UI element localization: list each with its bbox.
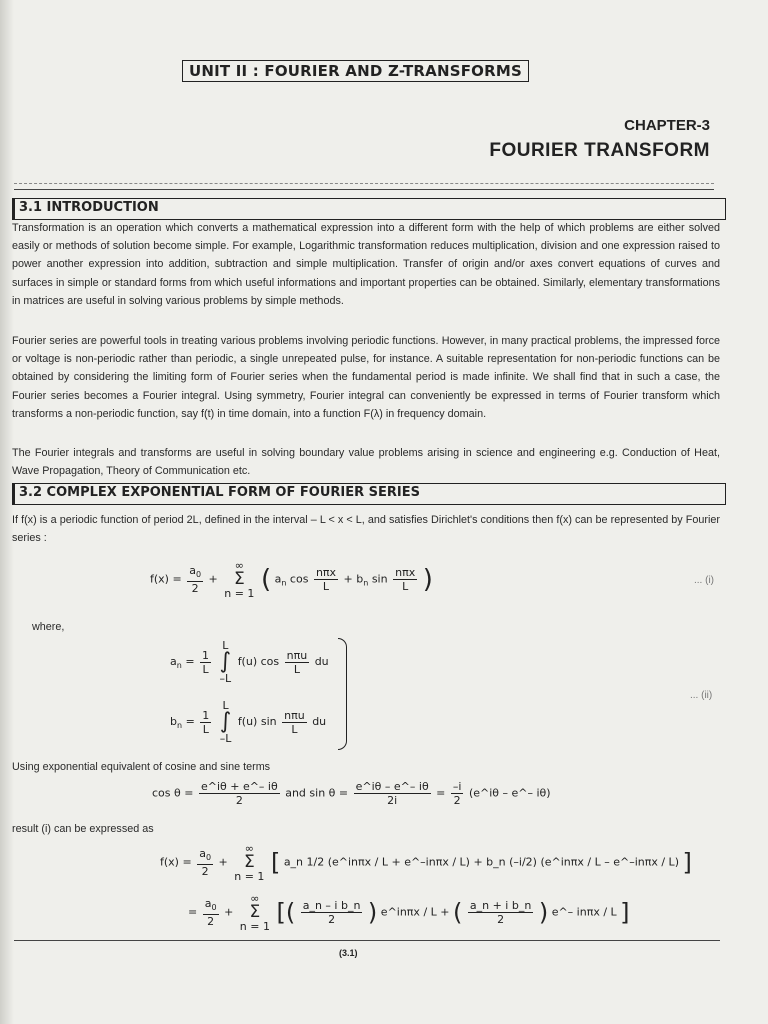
fu-cos: f(u) cos — [237, 655, 280, 668]
num: nπu — [284, 708, 305, 722]
num: 1 — [202, 708, 210, 722]
int-lower: –L — [219, 732, 232, 745]
equation-an — [170, 640, 329, 684]
paragraph: If f(x) is a periodic function of period 2L, defined in the interval – L < x < L, and satisfies Dirichlet's conditions then f(x) can be represented by Fourier series : — [12, 514, 720, 545]
den: 2 — [201, 865, 209, 879]
den: L — [322, 580, 330, 593]
cos-theta: cos θ — [152, 786, 181, 800]
exp-pos: e^inπx / L — [380, 905, 437, 919]
sum-lower: n = 1 — [234, 870, 265, 883]
a0: a — [189, 563, 196, 577]
du: du — [312, 715, 327, 728]
exp-neg: e^– inπx / L — [551, 905, 617, 919]
paragraph: Fourier series are powerful tools in treating various problems involving periodic functions. However, in many practical problems, the impressed force or voltage is non-periodic rather than periodic, a single unrepeated pulse, for instance. A suitable representation for non-periodic functions can be obtained by considering the limiting form of Fourier series when the fundamental period is made infinite. We shall find that in such a case, the Fourier series becomes a Fourier integral. Using symmetry, Fourier integral can conveniently be expressed in terms of Fourier transform which transforms a non-periodic function, say f(t) in time domain, into a function F(λ) in frequency domain. — [12, 335, 720, 420]
den: 2 — [328, 913, 336, 926]
equals: = — [436, 786, 446, 800]
du: du — [314, 655, 329, 668]
equation-result-2: = $\frac{a_0}{2}$ + ∞ Σ n = 1 [( $\frac{\text{a\_n – i b\_n}}{2}$ ) e^inπx / L + ( $\frac{\text{a\_n + i b\_n}}{2}$ ) e^– inπx / L ] — [188, 892, 630, 933]
sum-lower: n = 1 — [224, 587, 255, 600]
an: a — [170, 655, 177, 668]
bracket-body: a_n 1/2 (e^inπx / L + e^–inπx / L) + b_n (–i/2) (e^inπx / L – e^–inπx / L) — [283, 855, 679, 869]
num: e^iθ – e^– iθ — [355, 780, 429, 793]
num: a_n + i b_n — [469, 899, 532, 912]
fx: f(x) — [160, 855, 179, 869]
one-over-L — [200, 649, 211, 676]
equation-euler — [152, 780, 551, 807]
section-title: 3.2 COMPLEX EXPONENTIAL FORM OF FOURIER SERIES — [19, 485, 420, 500]
equation-fourier-series: f(x) = $\frac{a_0}{2}$ + ∞ Σ n = 1 ( $a_n$ cos $\frac{\text{nπx}}{L}$ + $b_n$ sin $\frac{\text{nπx}}{L}$ ) — [150, 559, 433, 600]
num: nπx — [315, 566, 337, 579]
sin: sin — [371, 572, 388, 586]
den: L — [293, 662, 300, 676]
chapter-title: FOURIER TRANSFORM — [489, 140, 710, 161]
cos-frac — [199, 780, 280, 807]
a0: a — [199, 846, 206, 860]
equals: = — [338, 786, 349, 800]
a0-over-2 — [197, 847, 213, 878]
num: –i — [452, 780, 462, 793]
npix-over-L — [393, 566, 417, 593]
summation — [224, 560, 254, 599]
num: a_n – i b_n — [302, 899, 361, 912]
den: L — [202, 722, 209, 736]
right-brace — [338, 638, 347, 750]
sub: n — [176, 721, 183, 731]
int-sign: ∫ — [219, 649, 232, 674]
chapter-label: CHAPTER-3 — [624, 117, 710, 134]
num: nπu — [286, 648, 308, 662]
equation-tag: ... (ii) — [690, 690, 713, 701]
sum-lower: n = 1 — [239, 920, 270, 933]
den: L — [202, 662, 209, 676]
sin-frac — [354, 780, 431, 807]
sigma: Σ — [249, 902, 261, 922]
equals: = — [182, 855, 192, 869]
cos: cos — [289, 572, 309, 586]
an-plus-ibn-over-2 — [468, 899, 533, 926]
plus: + — [208, 572, 218, 586]
sum-upper: ∞ — [244, 842, 254, 855]
npix-over-L — [314, 566, 338, 593]
footer-rule — [14, 940, 720, 941]
sub: n — [176, 661, 182, 671]
num: e^iθ + e^– iθ — [200, 780, 278, 793]
sub: n — [363, 578, 369, 588]
sigma: Σ — [243, 852, 255, 872]
int-upper: L — [222, 699, 229, 712]
equals: = — [185, 655, 195, 668]
equation-tag: ... (i) — [694, 575, 714, 586]
a0: a — [204, 896, 212, 910]
sin-theta: sin θ — [309, 786, 336, 800]
a0-over-2 — [187, 564, 203, 595]
int-upper: L — [222, 639, 229, 652]
npiu-over-L — [282, 709, 307, 736]
den: 2 — [191, 582, 199, 596]
header-rule — [14, 183, 714, 184]
paragraph: Using exponential equivalent of cosine and sine terms — [12, 761, 271, 773]
npiu-over-L — [285, 649, 310, 676]
plus: + — [224, 905, 234, 919]
and: and — [285, 786, 306, 800]
fu-sin: f(u) sin — [237, 715, 277, 728]
num: 1 — [202, 648, 210, 662]
num: nπx — [395, 566, 416, 579]
equation-result-1: f(x) = $\frac{a_0}{2}$ + ∞ Σ n = 1 [ a_n 1/2 (e^inπx / L + e^–inπx / L) + b_n (–i/2) (e^inπx / L – e^–inπx / L) ] — [160, 842, 692, 883]
paragraph: result (i) can be expressed as — [12, 823, 154, 835]
den: L — [402, 580, 409, 593]
one-over-L — [200, 709, 211, 736]
sub: n — [281, 578, 287, 588]
equation-bn — [170, 700, 326, 744]
int-lower: –L — [219, 672, 232, 685]
sum-upper: ∞ — [234, 559, 244, 572]
equals: = — [172, 572, 182, 586]
a0-over-2 — [203, 897, 219, 928]
den: 2 — [207, 915, 215, 929]
equals: = — [185, 715, 195, 728]
equals: = — [188, 905, 198, 919]
summation — [234, 843, 264, 882]
sub: 0 — [195, 570, 202, 580]
plus: + — [218, 855, 228, 869]
paragraph: The Fourier integrals and transforms are useful in solving boundary value problems arising in science and engineering e.g. Conduction of Heat, Wave Propagation, Theory of Communication etc. — [12, 447, 720, 478]
den: 2i — [387, 794, 398, 807]
den: L — [291, 722, 298, 736]
an-minus-ibn-over-2 — [301, 899, 363, 926]
an: a — [274, 572, 282, 586]
fx: f(x) — [150, 572, 169, 586]
plus: + — [440, 905, 450, 919]
section-heading-complex-form — [12, 483, 726, 505]
unit-title: UNIT II : FOURIER AND Z-TRANSFORMS — [182, 60, 529, 82]
minus-i-over-2 — [451, 780, 464, 807]
section-heading-introduction — [12, 198, 726, 220]
den: 2 — [497, 913, 505, 926]
integral — [220, 640, 232, 684]
section-title: 3.1 INTRODUCTION — [19, 200, 159, 215]
sub: 0 — [211, 903, 217, 913]
sum-upper: ∞ — [250, 892, 260, 905]
equals: = — [184, 786, 194, 800]
summation — [240, 893, 270, 932]
e-diff: (e^iθ – e^– iθ) — [468, 786, 551, 800]
int-sign: ∫ — [219, 709, 232, 734]
sigma: Σ — [233, 569, 245, 589]
header-rule-2 — [14, 189, 714, 190]
den: 2 — [235, 794, 243, 807]
integral — [220, 700, 232, 744]
bn: b — [170, 715, 177, 728]
bn: b — [356, 572, 364, 586]
paragraph: Transformation is an operation which converts a mathematical expression into a different form with the help of which problems are either solved easily or methods of solution become simple. For example, Logarithmic transformation reduces multiplication, division and one expression raised to power another expression into addition, subtraction and simple multiplication. Transfer of origin and/or axes convert equations of curves and surfaces in simple or standard forms from which useful informations and important properties can be obtained. Similarly, elementary transformations in matrices are useful in solving various problems by simple methods. — [12, 222, 720, 307]
plus: + — [343, 572, 353, 586]
den: 2 — [453, 794, 461, 807]
where-label: where, — [32, 621, 65, 633]
page-number: (3.1) — [339, 948, 358, 958]
sub: 0 — [205, 853, 212, 863]
